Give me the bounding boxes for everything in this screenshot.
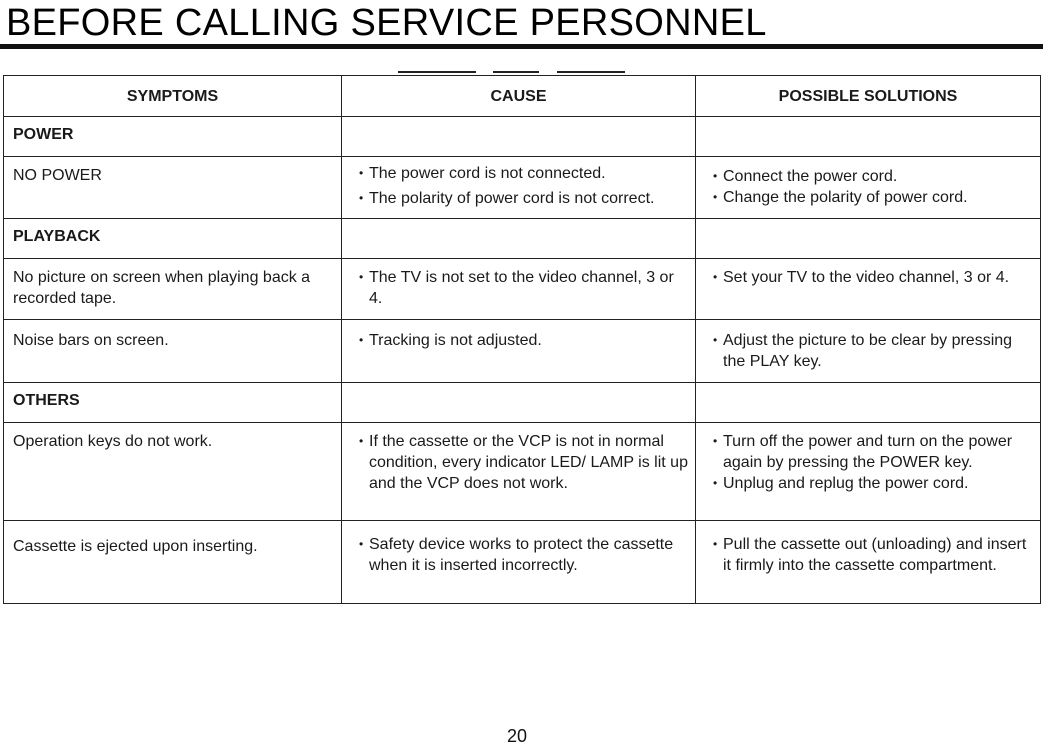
section-cell	[4, 219, 342, 259]
section-row-others	[4, 383, 1041, 423]
empty-cell	[696, 219, 1041, 259]
header-mark	[493, 71, 539, 73]
page-number: 20	[507, 726, 528, 746]
symptom-cell: NO POWER	[4, 157, 342, 219]
symptom-cell: Noise bars on screen.	[4, 320, 342, 383]
header-mark	[557, 71, 625, 73]
cause-cell	[342, 320, 696, 383]
list-item: • The TV is not set to the video channel, 3 or 4.	[369, 267, 689, 309]
list-item: • The power cord is not connected.	[369, 163, 689, 184]
header-mark	[398, 71, 476, 73]
section-row-power	[4, 117, 1041, 157]
solution-list	[696, 259, 1040, 288]
list-item: • Set your TV to the video channel, 3 or 4.	[723, 267, 1034, 288]
table-row	[4, 521, 1041, 604]
symptom-cell: No picture on screen when playing back a recorded tape.	[4, 259, 342, 320]
list-item: • Connect the power cord.	[723, 166, 1034, 187]
table-row	[4, 320, 1041, 383]
solution-cell	[696, 423, 1041, 521]
troubleshooting-table	[3, 75, 1041, 604]
solution-list	[696, 423, 1040, 494]
page-title: BEFORE CALLING SERVICE PERSONNEL	[6, 2, 767, 44]
list-item: • The polarity of power cord is not correct.	[369, 188, 689, 209]
table-row	[4, 259, 1041, 320]
section-label: POWER	[13, 126, 74, 143]
cause-cell	[342, 259, 696, 320]
empty-cell	[342, 383, 696, 423]
header-cause: CAUSE	[342, 76, 696, 117]
solution-list	[696, 157, 1040, 208]
cause-list	[342, 157, 695, 209]
list-item: • If the cassette or the VCP is not in normal condition, every indicator LED/ LAMP is lit up and the VCP does not work.	[369, 431, 689, 494]
cause-cell	[342, 423, 696, 521]
cause-cell	[342, 157, 696, 219]
solution-list	[696, 521, 1040, 576]
solution-list	[696, 320, 1040, 372]
section-label: PLAYBACK	[13, 228, 101, 245]
list-item: • Pull the cassette out (unloading) and insert it firmly into the cassette compartment.	[723, 534, 1034, 576]
list-item: • Safety device works to protect the cassette when it is inserted incorrectly.	[369, 534, 689, 576]
cause-cell	[342, 521, 696, 604]
cause-list	[342, 259, 695, 309]
section-cell	[4, 383, 342, 423]
header-solutions: POSSIBLE SOLUTIONS	[696, 76, 1041, 117]
section-cell	[4, 117, 342, 157]
list-item: • Turn off the power and turn on the power again by pressing the POWER key.	[723, 431, 1034, 473]
symptom-cell: Operation keys do not work.	[4, 423, 342, 521]
title-underline	[0, 44, 1043, 49]
list-item: • Change the polarity of power cord.	[723, 187, 1034, 208]
cause-list	[342, 423, 695, 494]
table-row	[4, 423, 1041, 521]
cause-list	[342, 521, 695, 576]
empty-cell	[696, 383, 1041, 423]
solution-cell	[696, 521, 1041, 604]
solution-cell	[696, 157, 1041, 219]
table-row	[4, 157, 1041, 219]
solution-cell	[696, 320, 1041, 383]
header-symptoms: SYMPTOMS	[4, 76, 342, 117]
section-row-playback	[4, 219, 1041, 259]
symptom-cell: Cassette is ejected upon inserting.	[4, 521, 342, 604]
empty-cell	[342, 117, 696, 157]
empty-cell	[696, 117, 1041, 157]
table-header-row	[4, 76, 1041, 117]
list-item: • Unplug and replug the power cord.	[723, 473, 1034, 494]
solution-cell	[696, 259, 1041, 320]
list-item: • Tracking is not adjusted.	[369, 330, 689, 351]
list-item: • Adjust the picture to be clear by pressing the PLAY key.	[723, 330, 1034, 372]
cause-list	[342, 320, 695, 351]
empty-cell	[342, 219, 696, 259]
section-label: OTHERS	[13, 392, 80, 409]
